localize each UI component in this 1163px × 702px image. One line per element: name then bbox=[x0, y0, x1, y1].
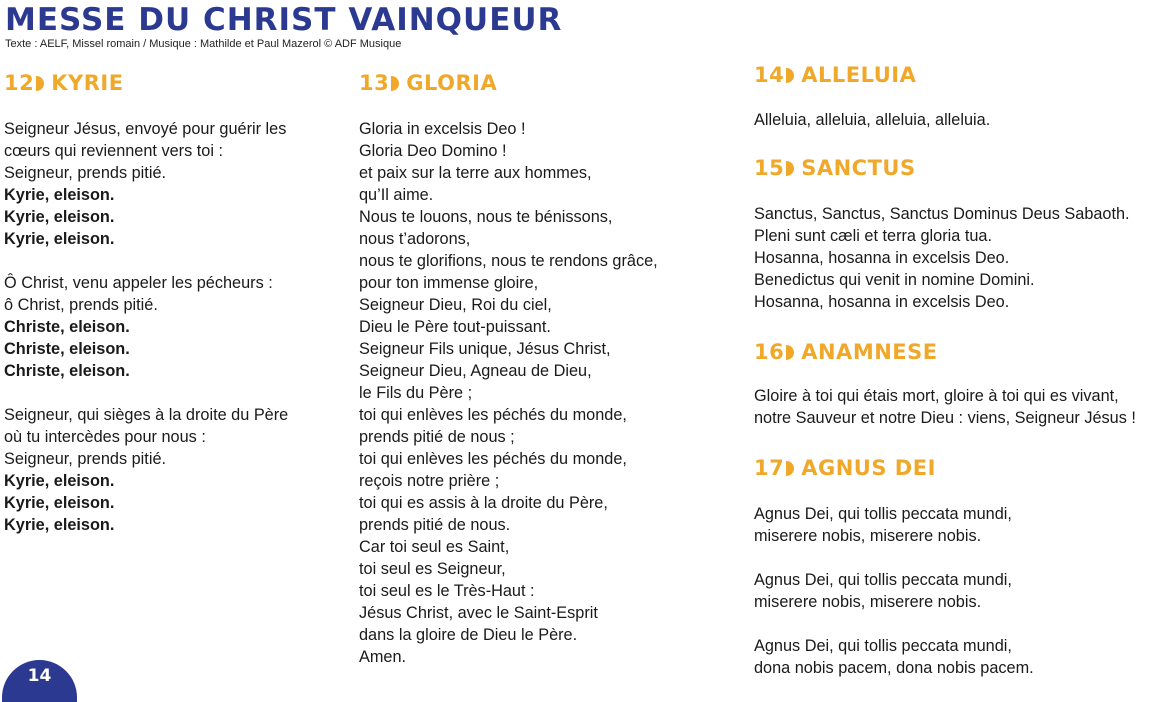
lyric-line: pour ton immense gloire, bbox=[359, 274, 539, 292]
lyric-line: Seigneur Fils unique, Jésus Christ, bbox=[359, 340, 611, 358]
lyric-line: Gloria Deo Domino ! bbox=[359, 142, 507, 160]
section-marker-icon bbox=[36, 76, 44, 91]
section-marker-icon bbox=[786, 68, 794, 83]
lyric-line: Seigneur Jésus, envoyé pour guérir les bbox=[4, 120, 287, 138]
lyric-line: Kyrie, eleison. bbox=[4, 208, 115, 226]
lyric-line: Agnus Dei, qui tollis peccata mundi, bbox=[754, 571, 1012, 589]
lyric-line: Hosanna, hosanna in excelsis Deo. bbox=[754, 293, 1010, 311]
section-marker-icon bbox=[786, 161, 794, 176]
lyric-line: et paix sur la terre aux hommes, bbox=[359, 164, 592, 182]
section-gloria bbox=[359, 70, 658, 668]
lyric-line: toi qui enlèves les péchés du monde, bbox=[359, 450, 627, 468]
lyric-line: Alleluia, alleluia, alleluia, alleluia. bbox=[754, 111, 991, 129]
lyric-line: Kyrie, eleison. bbox=[4, 472, 115, 490]
section-number: 14 bbox=[754, 63, 785, 87]
section-heading bbox=[754, 155, 1130, 181]
lyric-line: cœurs qui reviennent vers toi : bbox=[4, 142, 223, 160]
section-agnus-dei bbox=[754, 455, 1034, 679]
lyric-line: Dieu le Père tout-puissant. bbox=[359, 318, 551, 336]
lyric-line: où tu intercèdes pour nous : bbox=[4, 428, 206, 446]
lyric-line: le Fils du Père ; bbox=[359, 384, 473, 402]
lyric-line: Kyrie, eleison. bbox=[4, 516, 115, 534]
lyric-line: notre Sauveur et notre Dieu : viens, Seigneur Jésus ! bbox=[754, 409, 1136, 427]
lyric-line: Jésus Christ, avec le Saint-Esprit bbox=[359, 604, 598, 622]
section-heading bbox=[359, 70, 658, 96]
lyric-line: Seigneur, qui sièges à la droite du Père bbox=[4, 406, 289, 424]
page-title: MESSE DU CHRIST VAINQUEUR bbox=[5, 2, 563, 38]
section-title: GLORIA bbox=[406, 71, 498, 95]
stanza-gap bbox=[4, 382, 288, 404]
lyric-line: Nous te louons, nous te bénissons, bbox=[359, 208, 613, 226]
section-heading bbox=[754, 339, 1136, 365]
stanza-gap bbox=[754, 547, 1034, 569]
page-number: 14 bbox=[27, 666, 52, 686]
lyric-line: toi seul es le Très-Haut : bbox=[359, 582, 535, 600]
section-number: 16 bbox=[754, 340, 785, 364]
section-heading bbox=[754, 62, 990, 88]
lyric-line: reçois notre prière ; bbox=[359, 472, 500, 490]
lyric-line: ô Christ, prends pitié. bbox=[4, 296, 158, 314]
lyric-line: nous t’adorons, bbox=[359, 230, 471, 248]
lyric-line: Seigneur, prends pitié. bbox=[4, 450, 167, 468]
section-number: 17 bbox=[754, 456, 785, 480]
section-alleluia bbox=[754, 62, 990, 131]
lyric-line: toi seul es Seigneur, bbox=[359, 560, 506, 578]
lyric-line: Seigneur, prends pitié. bbox=[4, 164, 167, 182]
section-title: ANAMNESE bbox=[801, 340, 938, 364]
section-anamnese bbox=[754, 339, 1136, 429]
lyric-line: Kyrie, eleison. bbox=[4, 494, 115, 512]
lyric-line: Christe, eleison. bbox=[4, 318, 130, 336]
section-lines bbox=[754, 203, 1130, 313]
lyric-line: Amen. bbox=[359, 648, 407, 666]
lyric-line: Seigneur Dieu, Roi du ciel, bbox=[359, 296, 552, 314]
lyric-line: Ô Christ, venu appeler les pécheurs : bbox=[4, 274, 273, 292]
lyric-line: Gloire à toi qui étais mort, gloire à toi qui es vivant, bbox=[754, 387, 1119, 405]
lyric-line: Gloria in excelsis Deo ! bbox=[359, 120, 526, 138]
section-title: ALLELUIA bbox=[801, 63, 917, 87]
section-lines bbox=[4, 118, 288, 536]
section-title: SANCTUS bbox=[801, 156, 916, 180]
stanza-gap bbox=[754, 613, 1034, 635]
credits-line: Texte : AELF, Missel romain / Musique : Mathilde et Paul Mazerol © ADF Musique bbox=[5, 38, 402, 50]
lyric-line: qu’Il aime. bbox=[359, 186, 434, 204]
section-title: AGNUS DEI bbox=[801, 456, 936, 480]
section-number: 12 bbox=[4, 71, 35, 95]
lyric-line: Hosanna, hosanna in excelsis Deo. bbox=[754, 249, 1010, 267]
lyric-line: Christe, eleison. bbox=[4, 362, 130, 380]
lyric-line: Benedictus qui venit in nomine Domini. bbox=[754, 271, 1035, 289]
section-sanctus bbox=[754, 155, 1130, 313]
lyric-line: nous te glorifions, nous te rendons grâce, bbox=[359, 252, 658, 270]
section-marker-icon bbox=[786, 461, 794, 476]
lyric-line: Agnus Dei, qui tollis peccata mundi, bbox=[754, 505, 1012, 523]
lyric-line: Car toi seul es Saint, bbox=[359, 538, 510, 556]
lyric-line: Pleni sunt cæli et terra gloria tua. bbox=[754, 227, 993, 245]
section-heading bbox=[4, 70, 288, 96]
section-lines bbox=[754, 385, 1136, 429]
lyric-line: miserere nobis, miserere nobis. bbox=[754, 527, 982, 545]
lyric-line: prends pitié de nous. bbox=[359, 516, 511, 534]
lyric-line: dona nobis pacem, dona nobis pacem. bbox=[754, 659, 1034, 677]
section-lines bbox=[359, 118, 658, 668]
section-heading bbox=[754, 455, 1034, 481]
section-number: 15 bbox=[754, 156, 785, 180]
section-number: 13 bbox=[359, 71, 390, 95]
lyric-line: miserere nobis, miserere nobis. bbox=[754, 593, 982, 611]
section-kyrie bbox=[4, 70, 288, 536]
section-marker-icon bbox=[786, 345, 794, 360]
lyric-line: Kyrie, eleison. bbox=[4, 230, 115, 248]
page-number-badge bbox=[2, 660, 77, 702]
section-title: KYRIE bbox=[51, 71, 124, 95]
stanza-gap bbox=[4, 250, 288, 272]
section-lines bbox=[754, 503, 1034, 679]
section-marker-icon bbox=[391, 76, 399, 91]
lyric-line: toi qui es assis à la droite du Père, bbox=[359, 494, 608, 512]
lyric-line: Sanctus, Sanctus, Sanctus Dominus Deus Sabaoth. bbox=[754, 205, 1130, 223]
lyric-line: Kyrie, eleison. bbox=[4, 186, 115, 204]
lyric-line: dans la gloire de Dieu le Père. bbox=[359, 626, 578, 644]
lyric-line: Agnus Dei, qui tollis peccata mundi, bbox=[754, 637, 1012, 655]
lyric-line: Seigneur Dieu, Agneau de Dieu, bbox=[359, 362, 592, 380]
lyric-line: Christe, eleison. bbox=[4, 340, 130, 358]
section-lines bbox=[754, 109, 990, 131]
lyric-line: prends pitié de nous ; bbox=[359, 428, 515, 446]
lyric-line: toi qui enlèves les péchés du monde, bbox=[359, 406, 627, 424]
